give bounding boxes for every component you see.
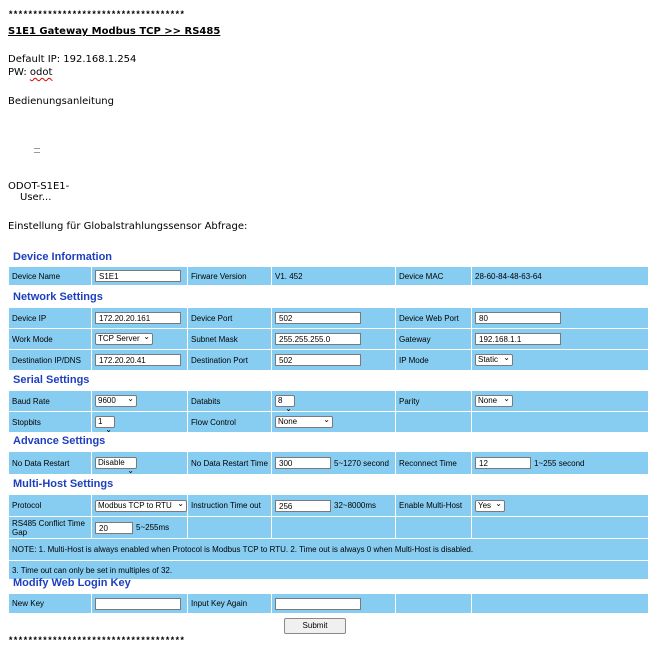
reconnect-time-unit: 1~255 second — [534, 458, 585, 468]
rs485-conflict-time-gap-label: RS485 Conflict Time Gap — [9, 517, 92, 539]
stopbits-label: Stopbits — [9, 412, 92, 433]
firmware-version-label: Firware Version — [188, 267, 272, 286]
new-key-input[interactable] — [95, 598, 181, 610]
destination-ip-label: Destination IP/DNS — [9, 350, 92, 371]
device-information-heading: Device Information — [13, 251, 113, 263]
device-file-name: ODOT-S1E1- — [8, 181, 70, 192]
new-key-label: New Key — [9, 594, 92, 614]
instruction-timeout-unit: 32~8000ms — [334, 501, 377, 510]
reconnect-time-label: Reconnect Time — [396, 452, 472, 475]
input-key-again-label: Input Key Again — [188, 594, 272, 614]
web-login-key-heading: Modify Web Login Key — [13, 577, 131, 589]
advance-settings-heading: Advance Settings — [13, 435, 106, 447]
gateway-input[interactable]: 192.168.1.1 — [475, 333, 561, 345]
no-data-restart-label: No Data Restart — [9, 452, 92, 475]
multi-host-settings-table — [8, 494, 649, 580]
network-settings-heading: Network Settings — [13, 291, 103, 303]
instruction-timeout-input[interactable]: 256 — [275, 500, 331, 512]
device-information-table — [8, 266, 649, 286]
intro-text: Einstellung für Globalstrahlungssensor Abfrage: — [8, 221, 248, 232]
no-data-restart-select[interactable]: Disable ⌄ — [95, 457, 137, 469]
device-mac-value: 28-60-84-48-63-64 — [472, 267, 649, 286]
stopbits-select[interactable]: 1 ⌄ — [95, 416, 115, 428]
device-port-input[interactable]: 502 — [275, 312, 361, 324]
instruction-timeout-label: Instruction Time out — [188, 495, 272, 517]
serial-settings-heading: Serial Settings — [13, 374, 90, 386]
baud-rate-select[interactable]: 9600 ⌄ — [95, 395, 137, 407]
network-settings-table — [8, 307, 649, 371]
device-file-user: User... — [20, 192, 52, 203]
reconnect-time-input[interactable]: 12 — [475, 457, 531, 469]
protocol-label: Protocol — [9, 495, 92, 517]
parity-select[interactable]: None ⌄ — [475, 395, 513, 407]
multi-host-settings-heading: Multi-Host Settings — [13, 478, 114, 490]
submit-button[interactable]: Submit — [284, 618, 346, 634]
document-title: S1E1 Gateway Modbus TCP >> RS485 — [8, 26, 221, 37]
no-data-restart-time-unit: 5~1270 second — [334, 458, 389, 468]
no-data-restart-time-label: No Data Restart Time — [188, 452, 272, 475]
embedded-object-icon — [34, 148, 40, 153]
password-label: PW: — [8, 67, 30, 78]
device-name-label: Device Name — [9, 267, 92, 286]
flow-control-select[interactable]: None ⌄ — [275, 416, 333, 428]
databits-select[interactable]: 8 ⌄ — [275, 395, 295, 407]
separator-top: ************************************ — [8, 10, 185, 20]
default-ip-text: Default IP: 192.168.1.254 — [8, 54, 137, 65]
firmware-version-value: V1. 452 — [272, 267, 396, 286]
device-web-port-input[interactable]: 80 — [475, 312, 561, 324]
serial-settings-table — [8, 390, 649, 433]
enable-multi-host-select[interactable]: Yes ⌄ — [475, 500, 505, 512]
destination-ip-input[interactable]: 172.20.20.41 — [95, 354, 181, 366]
password-value: odot — [29, 67, 53, 78]
web-login-key-table — [8, 593, 649, 614]
work-mode-label: Work Mode — [9, 329, 92, 350]
protocol-select[interactable]: Modbus TCP to RTU ⌄ — [95, 500, 187, 512]
separator-bottom: ************************************ — [8, 636, 185, 646]
parity-label: Parity — [396, 391, 472, 412]
device-port-label: Device Port — [188, 308, 272, 329]
subnet-mask-input[interactable]: 255.255.255.0 — [275, 333, 361, 345]
no-data-restart-time-input[interactable]: 300 — [275, 457, 331, 469]
multi-host-note-2: 3. Time out can only be set in multiples of 32. — [9, 561, 649, 580]
rs485-conflict-time-gap-input[interactable]: 20 — [95, 522, 133, 534]
baud-rate-label: Baud Rate — [9, 391, 92, 412]
ip-mode-label: IP Mode — [396, 350, 472, 371]
device-name-input[interactable]: S1E1 — [95, 270, 181, 282]
device-ip-input[interactable]: 172.20.20.161 — [95, 312, 181, 324]
work-mode-select[interactable]: TCP Server ⌄ — [95, 333, 153, 345]
destination-port-input[interactable]: 502 — [275, 354, 361, 366]
password-line — [8, 67, 52, 78]
gateway-label: Gateway — [396, 329, 472, 350]
destination-port-label: Destination Port — [188, 350, 272, 371]
ip-mode-select[interactable]: Static ⌄ — [475, 354, 513, 366]
databits-label: Databits — [188, 391, 272, 412]
subnet-mask-label: Subnet Mask — [188, 329, 272, 350]
advance-settings-table — [8, 451, 649, 475]
device-mac-label: Device MAC — [396, 267, 472, 286]
rs485-conflict-time-gap-unit: 5~255ms — [136, 523, 170, 532]
input-key-again-input[interactable] — [275, 598, 361, 610]
device-ip-label: Device IP — [9, 308, 92, 329]
manual-text: Bedienungsanleitung — [8, 96, 114, 107]
device-web-port-label: Device Web Port — [396, 308, 472, 329]
flow-control-label: Flow Control — [188, 412, 272, 433]
multi-host-note-1: NOTE: 1. Multi-Host is always enabled when Protocol is Modbus TCP to RTU. 2. Time out is always 0 when Multi-Host is disabled. — [9, 539, 649, 561]
enable-multi-host-label: Enable Multi-Host — [396, 495, 472, 517]
